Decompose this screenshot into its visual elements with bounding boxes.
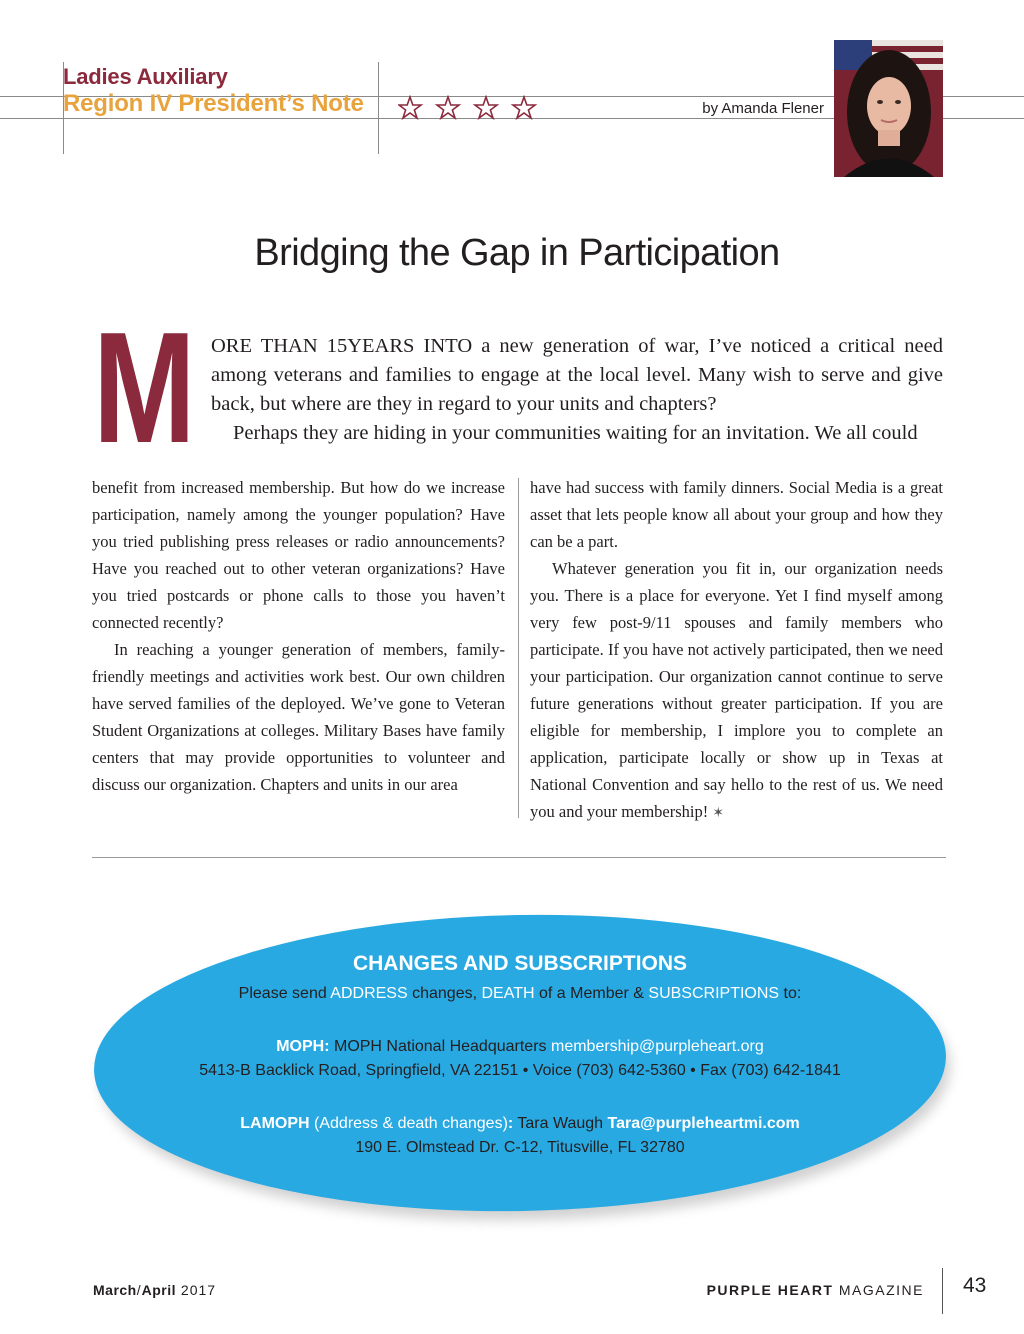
article-title: Bridging the Gap in Participation (254, 232, 780, 274)
section-title-line2: Region IV President’s Note (63, 90, 364, 117)
moph-label: MOPH: (276, 1038, 330, 1055)
subscriptions-heading: CHANGES AND SUBSCRIPTIONS (352, 952, 688, 975)
paragraph-last (530, 555, 943, 827)
author-portrait-image (834, 40, 943, 177)
magazine-name-bold: PURPLE HEART (706, 1282, 834, 1298)
send-instructions (94, 985, 946, 1003)
page-number: 43 (963, 1274, 987, 1297)
address-keyword: ADDRESS (330, 985, 408, 1002)
lamoph-email-link[interactable]: Tara@purpleheartmi.com (607, 1115, 800, 1132)
send-prefix: Please send (238, 985, 327, 1002)
byline: by Amanda Flener (702, 100, 824, 117)
star-icon (399, 97, 421, 118)
lamoph-note: (Address & death changes) (314, 1115, 508, 1132)
month-2: April (141, 1282, 177, 1298)
article-intro (211, 332, 943, 448)
column-right (530, 474, 943, 827)
column-divider (518, 478, 519, 818)
intro-second: Perhaps they are hiding in your communities waiting for an invitation. We all could (233, 422, 918, 444)
year: 2017 (180, 1282, 217, 1298)
star-icon (475, 97, 497, 118)
paragraph: benefit from increased membership. But how do we increase participation, namely among the younger population? Have you tried publishing press releases or radio announcements? Have you reached out to other veteran organizations? Have you tried postcards or phone calls to those you haven’t connected recently? (92, 478, 505, 632)
moph-email-link[interactable]: membership@purpleheart.org (550, 1038, 764, 1055)
colon: : (507, 1115, 514, 1132)
star-icon (513, 97, 535, 118)
issue-date (93, 1282, 216, 1298)
magazine-name-rest: MAGAZINE (838, 1282, 924, 1298)
magazine-name (707, 1282, 924, 1298)
lamoph-contact (94, 1115, 946, 1133)
lamoph-name: Tara Waugh (517, 1115, 604, 1132)
paragraph: In reaching a younger generation of members, family-friendly meetings and activities work best. Our own children have served families of the deployed. We’ve gone to Veteran Student Organizations at colleges. Military Bases have family centers that may provide opportunities to volunteer and discuss our organization. Chapters and units in our area (92, 640, 505, 794)
paragraph-text: Whatever generation you fit in, our organization needs you. There is a place for everyone. Yet I find myself among very few post-9/11 spouses and family members who participate. If you have not actively participated, then we need your participation. Our organization cannot continue to serve future generations without greater participation. If you are eligible for membership, I implore you to complete an application, participate locally or show up in Texas at National Convention and say hello to the rest of us. We need you and your membership! (530, 559, 943, 821)
of-member-text: of a Member & (539, 985, 644, 1002)
death-keyword: DEATH (481, 985, 535, 1002)
subscriptions-keyword: SUBSCRIPTIONS (648, 985, 780, 1002)
slash: / (136, 1282, 142, 1298)
lamoph-address: 190 E. Olmstead Dr. C-12, Titusville, FL 32780 (355, 1139, 685, 1156)
moph-hq: MOPH National Headquarters (333, 1038, 547, 1055)
stars-decoration (398, 95, 540, 123)
month-1: March (93, 1282, 137, 1298)
to-text: to: (783, 985, 802, 1002)
section-divider (92, 857, 946, 858)
drop-cap: M (93, 300, 193, 476)
changes-text: changes, (412, 985, 478, 1002)
header-rule-middle (378, 62, 379, 154)
intro-lead: ORE THAN 15YEARS INTO a new generation of war, I’ve noticed a critical need among veterans and families to engage at the local level. Many wish to serve and give back, but where are they in regard to your units and chapters? (211, 335, 943, 415)
lamoph-label: LAMOPH (240, 1115, 310, 1132)
section-title (63, 66, 364, 116)
footer-divider (942, 1268, 943, 1314)
section-title-line1: Ladies Auxiliary (63, 64, 228, 89)
star-icon (437, 97, 459, 118)
column-left (92, 474, 505, 798)
author-photo (834, 40, 943, 177)
moph-contact (94, 1038, 946, 1056)
paragraph: have had success with family dinners. Social Media is a great asset that lets people know all about your group and how they can be a part. (530, 478, 943, 551)
end-mark-icon: ✶ (712, 806, 725, 821)
moph-address: 5413-B Backlick Road, Springfield, VA 22151 • Voice (703) 642-5360 • Fax (703) 642-1841 (199, 1062, 841, 1079)
